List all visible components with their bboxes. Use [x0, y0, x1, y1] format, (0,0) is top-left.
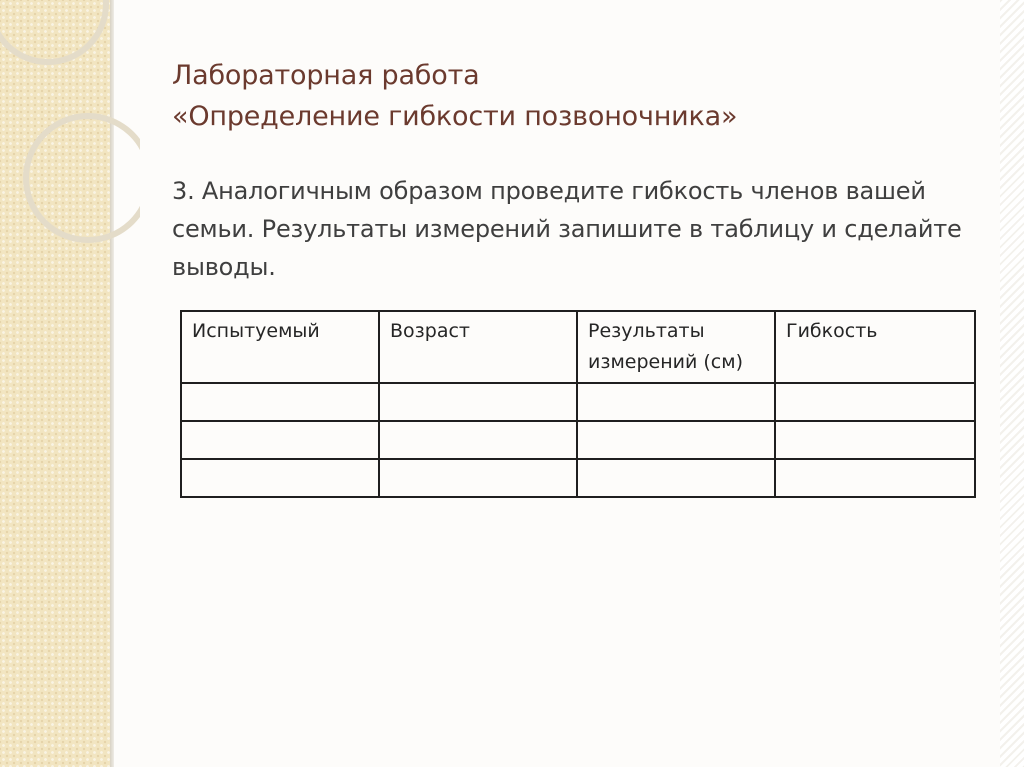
- table-cell: [775, 459, 975, 497]
- slide-title: [172, 55, 952, 137]
- table-cell: [181, 421, 379, 459]
- table-row: [181, 383, 975, 421]
- table-cell: [577, 459, 775, 497]
- header-age: Возраст: [379, 311, 577, 383]
- table-cell: [379, 459, 577, 497]
- table-header-row: [181, 311, 975, 383]
- header-subject: Испытуемый: [181, 311, 379, 383]
- table-row: [181, 421, 975, 459]
- table-cell: [181, 459, 379, 497]
- header-measurements: Результаты измерений (см): [577, 311, 775, 383]
- table-cell: [577, 383, 775, 421]
- table-cell: [775, 383, 975, 421]
- lower-ring: [26, 116, 140, 240]
- table-cell: [379, 383, 577, 421]
- table-row: [181, 459, 975, 497]
- decorative-rings: [0, 0, 140, 260]
- table-cell: [181, 383, 379, 421]
- title-line-2: «Определение гибкости позвоночника»: [172, 101, 738, 132]
- table-cell: [577, 421, 775, 459]
- header-flexibility: Гибкость: [775, 311, 975, 383]
- title-line-1: Лабораторная работа: [172, 60, 480, 91]
- upper-ring: [0, 0, 106, 62]
- decorative-right-stripes: [1000, 0, 1024, 767]
- instruction-text: 3. Аналогичным образом проведите гибкость членов вашей семьи. Результаты измерений запишите в таблицу и сделайте выводы.: [172, 177, 962, 281]
- results-table: [180, 310, 976, 498]
- table-cell: [775, 421, 975, 459]
- table-cell: [379, 421, 577, 459]
